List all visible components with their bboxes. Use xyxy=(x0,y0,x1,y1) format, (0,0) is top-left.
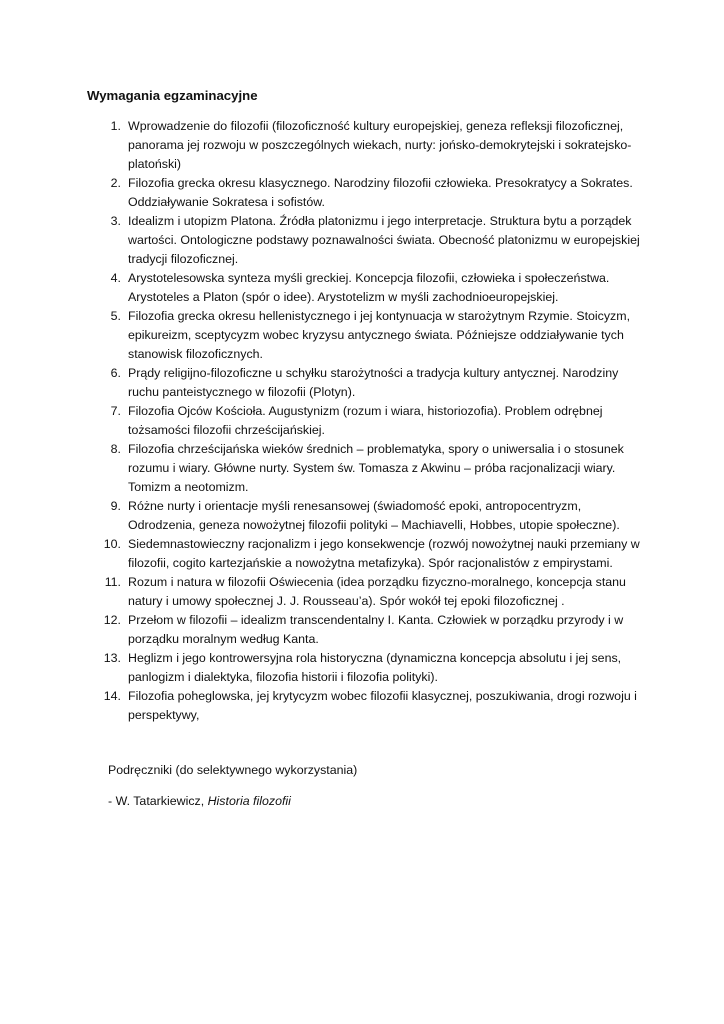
requirements-list xyxy=(87,117,657,725)
item-number: 1. xyxy=(110,119,121,133)
item-line: ruchu panteistycznego w filozofii (Plotyn). xyxy=(128,385,356,399)
list-item xyxy=(87,307,657,364)
item-line: Filozofia grecka okresu klasycznego. Narodziny filozofii człowieka. Presokratycy a Sokrates. xyxy=(128,176,633,190)
textbooks-heading: Podręczniki (do selektywnego wykorzystania) xyxy=(108,763,358,777)
item-line: Filozofia grecka okresu hellenistycznego i jej kontynuacja w starożytnym Rzymie. Stoicyzm, xyxy=(128,309,631,323)
item-number: 4. xyxy=(110,271,121,285)
item-line: tradycji filozoficznej. xyxy=(128,252,239,266)
item-line: Różne nurty i orientacje myśli renesansowej (świadomość epoki, antropocentryzm, xyxy=(128,499,582,513)
list-item xyxy=(87,535,657,573)
list-item xyxy=(87,497,657,535)
item-line: Heglizm i jego kontrowersyjna rola historyczna (dynamiczna koncepcja absolutu i jej sens, xyxy=(128,651,622,665)
item-line: Wprowadzenie do filozofii (filozoficzność kultury europejskiej, geneza refleksji filozoficznej, xyxy=(128,119,624,133)
document-heading: Wymagania egzaminacyjne xyxy=(87,88,258,103)
list-item xyxy=(87,573,657,611)
list-item xyxy=(87,611,657,649)
item-line: stanowisk filozoficznych. xyxy=(128,347,263,361)
item-line: panlogizm i dialektyka, filozofia historii i filozofia polityki). xyxy=(128,670,438,684)
item-line: Arystoteles a Platon (spór o idee). Arystotelizm w myśli zachodnioeuropejskiej. xyxy=(128,290,559,304)
item-line: panorama jej rozwoju w poszczególnych wiekach, nurty: jońsko-demokrytejski i sokratejsko- xyxy=(128,138,632,152)
list-item xyxy=(87,212,657,269)
item-line: Filozofia poheglowska, jej krytycyzm wobec filozofii klasycznej, poszukiwania, drogi rozwoju i xyxy=(128,689,637,703)
item-line: rozumu i wiary. Główne nurty. System św. Tomasza z Akwinu – próba racjonalizacji wiary. xyxy=(128,461,616,475)
list-item xyxy=(87,364,657,402)
item-line: Przełom w filozofii – idealizm transcendentalny I. Kanta. Człowiek w porządku przyrody i w xyxy=(128,613,624,627)
item-line: filozofii, cogito kartezjańskie a nowożytna metafizyka). Spór racjonalistów z empirystami. xyxy=(128,556,613,570)
item-line: Siedemnastowieczny racjonalizm i jego konsekwencje (rozwój nowożytnej nauki przemiany w xyxy=(128,537,640,551)
item-line: natury i umowy społecznej J. J. Rousseau’a). Spór wokół tej epoki filozoficznej . xyxy=(128,594,565,608)
item-line: Rozum i natura w filozofii Oświecenia (idea porządku fizyczno-moralnego, koncepcja stanu xyxy=(128,575,626,589)
item-line: Arystotelesowska synteza myśli greckiej. Koncepcja filozofii, człowieka i społeczeństwa. xyxy=(128,271,610,285)
list-item xyxy=(87,687,657,725)
item-number: 8. xyxy=(110,442,121,456)
item-line: perspektywy, xyxy=(128,708,200,722)
list-item xyxy=(87,269,657,307)
item-number: 3. xyxy=(110,214,121,228)
item-line: Filozofia chrześcijańska wieków średnich – problematyka, spory o uniwersalia i o stosunek xyxy=(128,442,624,456)
item-line: epikureizm, sceptycyzm wobec kryzysu antycznego świata. Późniejsze oddziaływanie tych xyxy=(128,328,624,342)
item-number: 9. xyxy=(110,499,121,513)
item-number: 5. xyxy=(110,309,121,323)
item-line: tożsamości filozofii chrześcijańskiej. xyxy=(128,423,325,437)
item-number: 6. xyxy=(110,366,121,380)
item-line: Tomizm a neotomizm. xyxy=(128,480,249,494)
item-number: 2. xyxy=(110,176,121,190)
item-number: 7. xyxy=(110,404,121,418)
item-line: Idealizm i utopizm Platona. Źródła platonizmu i jego interpretacje. Struktura bytu a porządek xyxy=(128,214,632,228)
item-line: Oddziaływanie Sokratesa i sofistów. xyxy=(128,195,325,209)
item-number: 12. xyxy=(103,613,121,627)
item-number: 10. xyxy=(103,537,121,551)
item-number: 13. xyxy=(103,651,121,665)
list-item xyxy=(87,174,657,212)
item-line: Prądy religijno-filozoficzne u schyłku starożytności a tradycja kultury antycznej. Narodziny xyxy=(128,366,619,380)
item-number: 11. xyxy=(104,575,121,589)
item-line: wartości. Ontologiczne podstawy poznawalności świata. Obecność platonizmu w europejskiej xyxy=(128,233,640,247)
textbook-entry xyxy=(108,793,291,809)
list-item xyxy=(87,402,657,440)
textbook-author: - W. Tatarkiewicz, xyxy=(108,794,208,808)
item-number: 14. xyxy=(103,689,121,703)
list-item xyxy=(87,440,657,497)
item-line: platoński) xyxy=(128,157,182,171)
list-item xyxy=(87,649,657,687)
item-line: porządku moralnym według Kanta. xyxy=(128,632,319,646)
list-item xyxy=(87,117,657,174)
item-line: Filozofia Ojców Kościoła. Augustynizm (rozum i wiara, historiozofia). Problem odrębnej xyxy=(128,404,603,418)
item-line: Odrodzenia, geneza nowożytnej filozofii polityki – Machiavelli, Hobbes, utopie społeczne). xyxy=(128,518,620,532)
textbook-title: Historia filozofii xyxy=(207,794,291,808)
